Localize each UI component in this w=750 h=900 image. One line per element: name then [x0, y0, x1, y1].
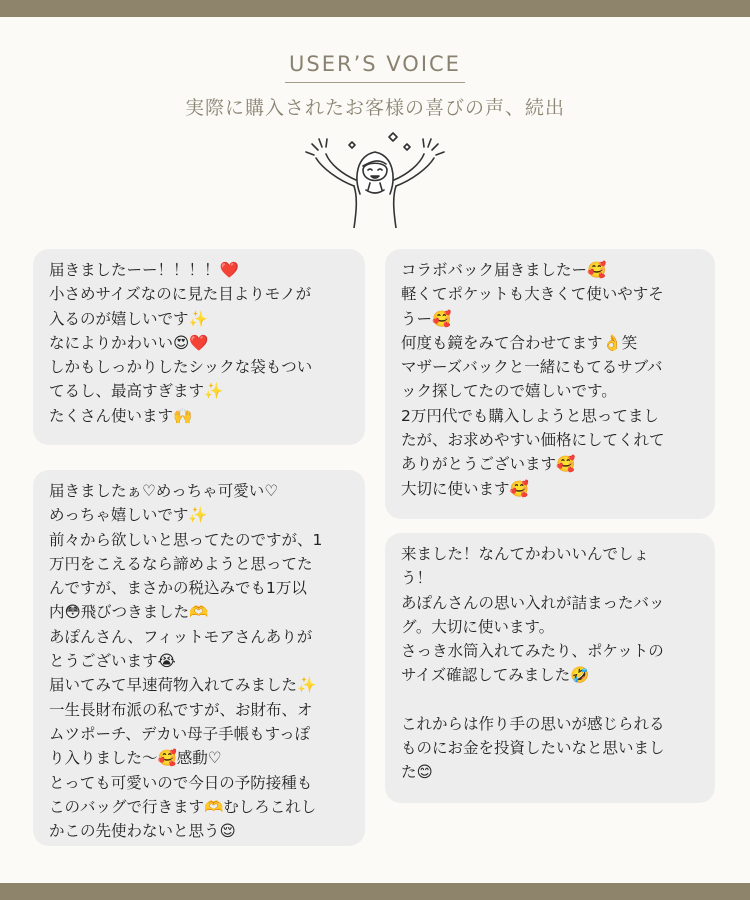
section-eyebrow: USER’S VOICE: [285, 52, 465, 83]
review-line: 前々から欲しいと思ってたのですが、1: [49, 530, 323, 549]
review-line: てるし、最高すぎます✨: [49, 382, 224, 401]
review-line: り入りました〜🥰感動♡: [49, 749, 222, 768]
review-line: 来ました！なんてかわいいんでしょ: [401, 545, 650, 563]
review-line: あぽんさんの思い入れが詰まったバッ: [401, 593, 665, 612]
review-line: とうございます😭: [49, 652, 176, 671]
review-card-3: [385, 249, 715, 519]
review-line: 届きましたーー！！！！❤️: [49, 261, 239, 279]
review-line: これからは作り手の思いが感じられる: [401, 714, 665, 733]
review-line: サイズ確認してみました🤣: [401, 666, 590, 685]
review-line: とっても可愛いので今日の予防接種も: [49, 773, 313, 792]
review-card-4: [385, 533, 715, 803]
review-line: しかもしっかりしたシックな袋もつい: [49, 358, 313, 377]
review-line: たが、お求めやすい価格にしてくれて: [401, 431, 665, 450]
review-line: このバッグで行きます🫶むしろこれし: [49, 797, 317, 816]
review-line: 何度も鏡をみて合わせてます👌笑: [401, 333, 638, 352]
section-subtitle: 実際に購入されたお客様の喜びの声、続出: [184, 97, 565, 119]
review-line: 大切に使います🥰: [401, 479, 529, 498]
review-line-blank: [401, 688, 701, 712]
review-line: 一生長財布派の私ですが、お財布、オ: [49, 700, 313, 719]
review-line: めっちゃ嬉しいです✨: [49, 506, 208, 525]
review-card-2: [33, 470, 365, 846]
review-line: ック探してたので嬉しいです。: [401, 382, 617, 401]
review-card-1: [33, 249, 365, 445]
review-line: 届きましたぁ♡めっちゃ可愛い♡: [49, 482, 279, 500]
review-line: なによりかわいい😍❤️: [49, 333, 209, 352]
review-line: マザーズバックと一緒にもてるサブバ: [401, 358, 663, 377]
review-line: た😊: [401, 763, 433, 782]
review-line: 内😳飛びつきました🫶: [49, 603, 209, 622]
review-line: あぽんさん、フィットモアさんありが: [49, 627, 313, 646]
happy-woman-illustration: [300, 128, 450, 228]
review-line: うー🥰: [401, 309, 452, 328]
review-line: かこの先使わないと思う😌: [49, 822, 236, 841]
review-line: グ。大切に使います。: [401, 617, 555, 636]
review-line: 届いてみて早速荷物入れてみました✨: [49, 676, 317, 695]
review-line: 入るのが嬉しいです✨: [49, 309, 208, 328]
review-line: さっき水筒入れてみたり、ポケットの: [401, 642, 664, 661]
review-line: 万円をこえるなら諦めようと思ってた: [49, 554, 313, 573]
bottom-band: [0, 883, 750, 900]
review-line: たくさん使います🙌: [49, 406, 193, 425]
review-line: ありがとうございます🥰: [401, 455, 576, 474]
review-line: ものにお金を投資したいなと思いまし: [401, 739, 665, 758]
top-band: [0, 0, 750, 17]
review-line: ムツポーチ、デカい母子手帳もすっぽ: [49, 724, 311, 743]
review-line: 小さめサイズなのに見た目よりモノが: [49, 285, 312, 304]
review-line: 2万円代でも購入しようと思ってまし: [401, 406, 659, 425]
header: [0, 52, 750, 120]
review-line: んですが、まさかの税込みでも1万以: [49, 579, 307, 598]
review-line: う！: [401, 569, 433, 588]
review-line: コラボバック届きましたー🥰: [401, 261, 607, 279]
review-line: 軽くてポケットも大きくて使いやすそ: [401, 285, 664, 304]
